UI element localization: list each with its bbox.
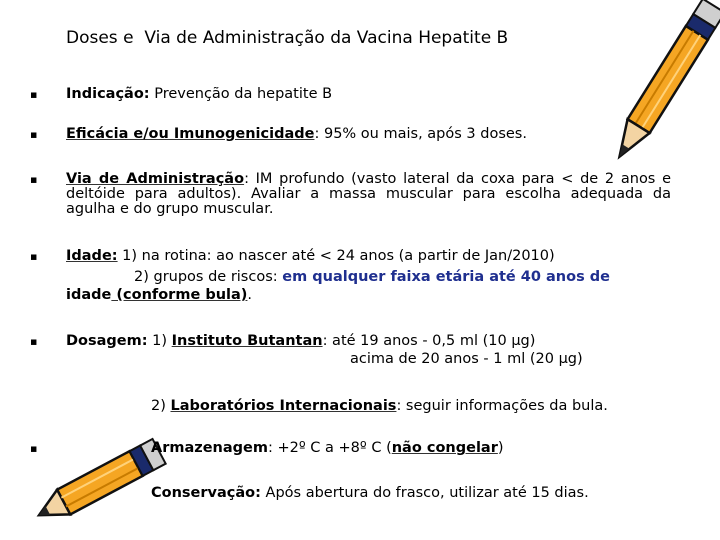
bullet-icon: ▪ (30, 335, 38, 348)
conservacao-label: Conservação: (151, 485, 261, 501)
via-text: : IM profundo (vasto lateral da coxa para < de 2 anos e deltóide para adultos). Avaliar a massa muscular para escolha adequada da agulha e do grupo muscular. (66, 171, 671, 217)
idade-label: Idade: (66, 248, 118, 264)
armazenagem-text-after: ) (497, 440, 504, 456)
dosagem-line-3 (151, 399, 608, 414)
eficacia-line (66, 127, 527, 142)
dosagem-line-2: acima de 20 anos - 1 ml (20 µg) (350, 351, 583, 367)
bullet-icon: ▪ (30, 88, 38, 101)
bullet-icon: ▪ (30, 173, 38, 186)
idade-line-2 (134, 270, 610, 285)
pencil-icon (600, 0, 720, 180)
idade-highlight-1: em qualquer faixa etária até 40 anos de (282, 269, 610, 285)
armazenagem-text-before: : +2º C a +8º C ( (267, 440, 392, 456)
idade-line-3 (66, 288, 252, 303)
eficacia-text: : 95% ou mais, após 3 doses. (314, 126, 527, 142)
dosagem-line-1 (66, 334, 535, 349)
dosagem-item2-text: : seguir informações da bula. (396, 398, 608, 414)
slide-title: Doses e Via de Administração da Vacina Hepatite B (66, 28, 509, 48)
armazenagem-label: Armazenagem (151, 440, 268, 456)
conservacao-line (151, 486, 589, 501)
dosagem-item2-label: Laboratórios Internacionais (170, 398, 397, 414)
armazenagem-highlight: não congelar (391, 440, 498, 456)
eficacia-label: Eficácia e/ou Imunogenicidade (66, 126, 315, 142)
dosagem-item1-text: : até 19 anos - 0,5 ml (10 µg) (322, 333, 536, 349)
dosagem-item1-num: 1) (147, 333, 172, 349)
via-paragraph (66, 172, 671, 217)
indicacao-line (66, 87, 332, 102)
idade-highlight-2: idade (66, 287, 112, 303)
dosagem-item1-label: Instituto Butantan (171, 333, 323, 349)
idade-text-2: 2) grupos de riscos: (134, 269, 283, 285)
idade-line-1 (66, 249, 555, 264)
idade-conforme-bula: (conforme bula) (111, 287, 248, 303)
indicacao-text: Prevenção da hepatite B (149, 86, 333, 102)
armazenagem-line (151, 441, 504, 456)
bullet-icon: ▪ (30, 250, 38, 263)
idade-period: . (247, 287, 253, 303)
dosagem-item2-num: 2) (151, 398, 171, 414)
bullet-icon: ▪ (30, 442, 38, 455)
via-label: Via de Administração (66, 171, 245, 187)
pencil-icon (20, 425, 170, 540)
dosagem-label: Dosagem: (66, 333, 148, 349)
indicacao-label: Indicação: (66, 86, 150, 102)
bullet-icon: ▪ (30, 128, 38, 141)
conservacao-text: Após abertura do frasco, utilizar até 15 dias. (260, 485, 589, 501)
idade-text-1: 1) na rotina: ao nascer até < 24 anos (a partir de Jan/2010) (117, 248, 555, 264)
